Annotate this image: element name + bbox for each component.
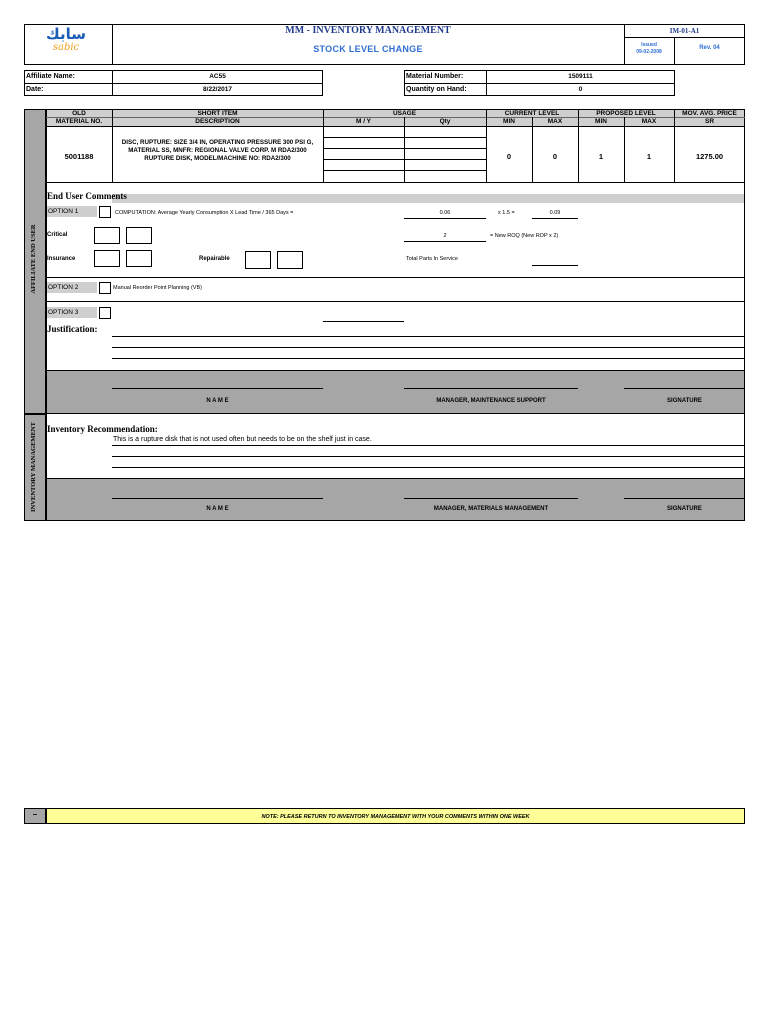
col-proposed-max: MAX (641, 118, 657, 125)
note-bar: NOTE: PLEASE RETURN TO INVENTORY MANAGEMENT WITH YOUR COMMENTS WITHIN ONE WEEK (46, 808, 745, 824)
affiliate-end-user-label: AFFILIATE END USER (30, 224, 37, 294)
repairable-label: Repairable (199, 256, 230, 262)
total-parts-label: Total Parts In Service (406, 256, 458, 262)
proposed-min-value[interactable]: 1 (598, 152, 604, 161)
proposed-max-value[interactable]: 1 (646, 152, 652, 161)
justification-line-3[interactable] (112, 358, 745, 359)
old-material-value: 5001188 (64, 152, 94, 161)
price-value: 1275.00 (695, 152, 724, 161)
insurance-label: Insurance (47, 256, 76, 262)
insurance-box-2[interactable] (126, 250, 152, 267)
inventory-manager-caption: MANAGER, MATERIALS MANAGEMENT (433, 506, 549, 512)
end-user-name-line[interactable] (112, 388, 323, 389)
end-user-manager-caption: MANAGER, MAINTENANCE SUPPORT (436, 398, 546, 404)
sabic-logo (36, 26, 96, 60)
roq-label: = New ROQ (New ROP x 2) (490, 233, 559, 239)
inventory-management-label: INVENTORY MANAGEMENT (30, 422, 37, 512)
col-current-level: CURRENT LEVEL (504, 110, 560, 117)
col-m-y: M / Y (355, 118, 372, 125)
date-value[interactable]: 8/22/2017 (203, 86, 232, 93)
col-qty: Qty (439, 118, 451, 125)
option-3-label: OPTION 3 (48, 309, 79, 316)
roq-value: 2 (443, 233, 447, 239)
col-material-no: MATERIAL NO. (55, 118, 103, 125)
col-usage: USAGE (392, 110, 417, 117)
option-1-checkbox[interactable] (99, 206, 111, 218)
multiplier-label: x 1.5 = (498, 210, 515, 216)
end-user-signature-band (46, 370, 745, 414)
form-code: IM-01-A1 (669, 27, 700, 35)
item-description: DISC, RUPTURE: SIZE 3/4 IN, OPERATING PRESSURE 300 PSI G, MATERIAL SS, MNFR: REGIONAL VALVE CORP. M RDA2/300 RUPTURE DISK, MODEL/MACHINE NO: RDA2/300 (121, 139, 314, 162)
current-max-value: 0 (552, 152, 558, 161)
option-3-checkbox[interactable] (99, 307, 111, 319)
inventory-name-line[interactable] (112, 498, 323, 499)
col-proposed-min: MIN (595, 118, 607, 125)
note-marker: – (24, 808, 46, 824)
inventory-signature-line[interactable] (624, 498, 745, 499)
material-number-value[interactable]: 1509111 (568, 73, 593, 80)
inventory-manager-line[interactable] (404, 498, 578, 499)
repairable-box-2[interactable] (277, 251, 303, 269)
inventory-name-caption: N A M E (206, 506, 229, 512)
critical-label: Critical (47, 232, 68, 238)
col-short-item: SHORT ITEM (197, 110, 238, 117)
inventory-signature-caption: SIGNATURE (667, 506, 702, 512)
end-user-signature-line[interactable] (624, 388, 745, 389)
inventory-signature-band (46, 478, 745, 521)
form-subtitle: STOCK LEVEL CHANGE (313, 44, 423, 54)
justification-line-2[interactable] (112, 347, 745, 348)
form-title: MM - INVENTORY MANAGEMENT (285, 25, 451, 36)
col-price: MOV. AVG. PRICE (682, 110, 737, 117)
quantity-on-hand-label: Quantity on Hand: (406, 86, 467, 93)
affiliate-label: Affiliate Name: (26, 73, 76, 80)
critical-box-1[interactable] (94, 227, 120, 244)
col-proposed-level: PROPOSED LEVEL (596, 110, 656, 117)
computation-value: 0.06 (439, 210, 451, 216)
computation-text: COMPUTATION: Average Yearly Consumption X Lead Time / 365 Days = (115, 210, 294, 216)
end-user-manager-line[interactable] (404, 388, 578, 389)
issued-date: 09-02-2008 (636, 49, 662, 55)
col-current-max: MAX (547, 118, 563, 125)
repairable-box-1[interactable] (245, 251, 271, 269)
insurance-box-1[interactable] (94, 250, 120, 267)
end-user-name-caption: N A M E (206, 398, 229, 404)
date-label: Date: (26, 86, 44, 93)
justification-label: Justification: (47, 324, 98, 334)
revision: Rev. 04 (699, 45, 720, 51)
logo-latin: sabic (52, 42, 80, 53)
option-2-label: OPTION 2 (48, 284, 79, 291)
option-2-checkbox[interactable] (99, 282, 111, 294)
col-sr: SR (704, 118, 715, 125)
manual-planning-text: Manual Reorder Point Planning (VB) (113, 285, 202, 291)
option-1-label: OPTION 1 (48, 208, 79, 215)
multiplier-value: 0.09 (549, 210, 561, 216)
logo-arabic: سابك (46, 25, 86, 43)
col-current-min: MIN (503, 118, 515, 125)
quantity-on-hand-value[interactable]: 0 (578, 86, 583, 93)
affiliate-value[interactable]: AC55 (209, 73, 226, 80)
end-user-heading: End User Comments (47, 191, 127, 201)
inventory-heading: Inventory Recommendation: (47, 424, 158, 434)
current-min-value: 0 (506, 152, 512, 161)
inventory-recommendation-text: This is a rupture disk that is not used often but needs to be on the shelf just in case. (113, 436, 372, 443)
critical-box-2[interactable] (126, 227, 152, 244)
material-number-label: Material Number: (406, 73, 464, 80)
col-old: OLD (72, 110, 86, 117)
end-user-signature-caption: SIGNATURE (667, 398, 702, 404)
justification-line-1[interactable] (112, 336, 745, 337)
issued-label: Issued (641, 42, 657, 48)
col-description: DESCRIPTION (195, 118, 240, 125)
